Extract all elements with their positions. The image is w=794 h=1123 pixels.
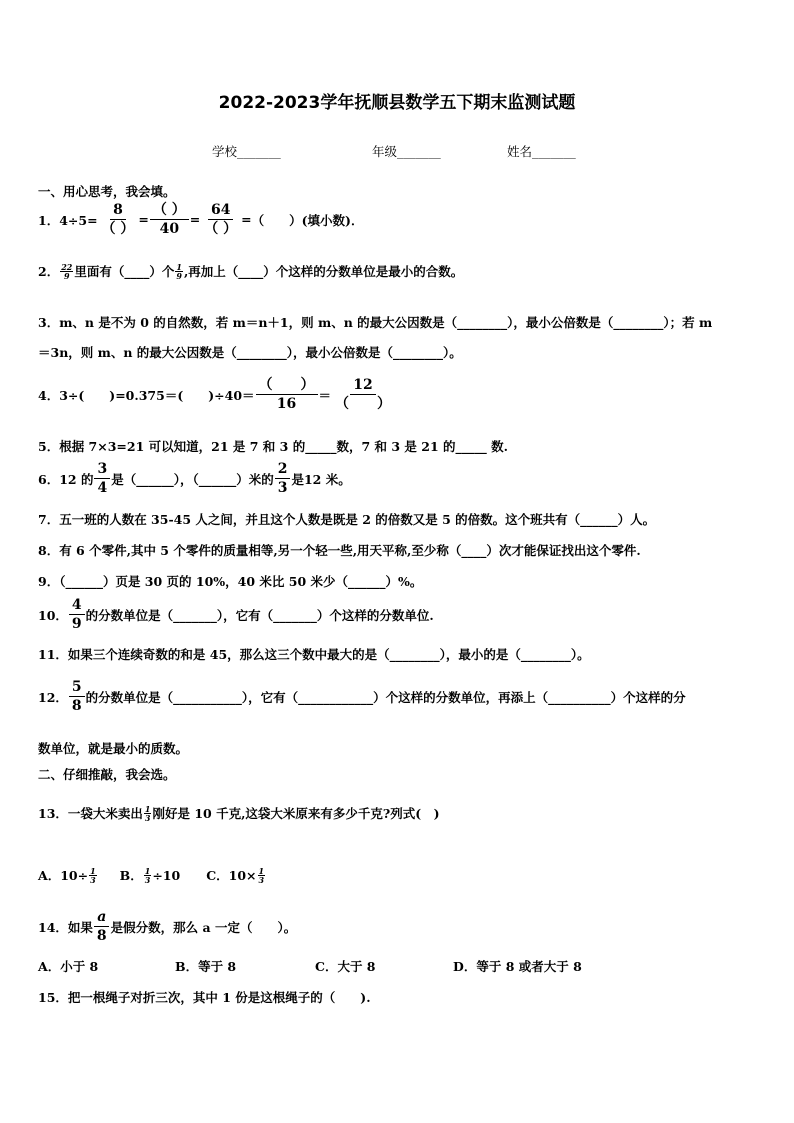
question-15: 15．把一根绳子对折三次，其中 1 份是这根绳子的（ ). [38,990,371,1005]
question-9: 9．（______）页是 30 页的 10%，40 米比 50 米少（______）%。 [38,574,423,589]
question-13-options [38,866,266,884]
q6-fraction-2-3: $\frac{2}{3}$ [275,462,291,495]
question-3-line-1: 3．m、n 是不为 0 的自然数，若 m＝n＋1，则 m、n 的最大公因数是（________），最小公倍数是（________）；若 m [38,315,713,330]
question-12-line-2: 数单位，就是最小的质数。 [38,741,189,756]
q2-fraction-22-9: $\frac{22}{9}$ [61,261,73,281]
question-2: 2． $\frac{22}{9}$ 里面有（____）个 $\frac{1}{9}$ ,再加上（____）个这样的分数单位是最小的合数。 [38,261,464,281]
question-3-line-2: ＝3n，则 m、n 的最大公因数是（________），最小公倍数是（________）。 [38,345,462,360]
q14-fraction-a-8: $\frac{a}{8}$ [94,910,110,943]
question-11: 11．如果三个连续奇数的和是 45，那么这三个数中最大的是（________），最小的是（________）。 [38,647,590,662]
question-14: 14．如果 $\frac{a}{8}$ 是假分数，那么 a 一定（ ）。 [38,909,297,944]
q14-option-a[interactable]: A．小于 8 [38,959,99,974]
q2-fraction-1-9: $\frac{1}{9}$ [176,261,182,281]
question-8: 8．有 6 个零件,其中 5 个零件的质量相等,另一个轻一些,用天平称,至少称（____）次才能保证找出这个零件. [38,543,641,558]
section-fill-heading: 一、用心思考，我会填。 [38,184,176,199]
q1-tail: （ ）(填小数)． [251,212,364,228]
question-1: 1．4÷5= $\frac{8}{( )}$ = $\frac{( )}{40}$ = $\frac{64}{( )}$ = （ ）(填小数)． [38,202,364,237]
q13-fraction-1-3: $\frac{1}{3}$ [144,803,151,823]
question-7: 7．五一班的人数在 35-45 人之间，并且这个人数是既是 2 的倍数又是 5 的倍数。这个班共有（______）人。 [38,512,656,527]
q1-fraction-1: $\frac{8}{( )}$ [101,202,135,237]
q1-fraction-2: $\frac{( )}{40}$ [150,203,189,236]
question-12: 12． $\frac{5}{8}$ 的分数单位是（___________），它有（____________）个这样的分数单位，再添上（__________）个这样的分 [38,679,686,714]
question-10: 10． $\frac{4}{9}$ 的分数单位是（_______），它有（_______）个这样的分数单位. [38,597,434,632]
q1-prefix: 1．4÷5= [38,212,98,228]
section-choice-heading: 二、仔细推敲，我会选。 [38,767,176,782]
q13-option-a[interactable]: A．10÷ $\frac{1}{3}$ [38,865,96,885]
q10-fraction-4-9: $\frac{4}{9}$ [69,598,85,631]
q4-fraction-1: $\frac{( )}{16}$ [256,378,318,411]
question-5: 5．根据 7×3=21 可以知道，21 是 7 和 3 的_____数，7 和 3 是 21 的_____ 数. [38,439,508,454]
q13-option-c[interactable]: C．10× $\frac{1}{3}$ [206,865,265,885]
q13-option-b[interactable]: B． $\frac{1}{3}$ ÷10 [119,865,181,885]
question-13: 13．一袋大米卖出 $\frac{1}{3}$ 刚好是 10 千克,这袋大米原来有多少千克?列式( ) [38,803,440,823]
grade-field: 年级_______ [372,144,441,159]
q12-fraction-5-8: $\frac{5}{8}$ [69,680,85,713]
question-4: 4．3÷( )=0.375＝( )÷40＝ $\frac{( )}{16}$ ＝ $\frac{12}{( )}$ [38,378,395,411]
q4-fraction-2: $\frac{12}{( )}$ [335,377,392,412]
school-field: 学校_______ [212,144,281,159]
name-field: 姓名_______ [507,144,576,159]
q6-fraction-3-4: $\frac{3}{4}$ [94,462,110,495]
page-title: 2022-2023学年抚顺县数学五下期末监测试题 [218,93,576,113]
question-6: 6．12 的 $\frac{3}{4}$ 是（______），（______）米的 $\frac{2}{3}$ 是12 米。 [38,461,351,496]
q1-fraction-3: $\frac{64}{( )}$ [204,202,238,237]
q14-option-c[interactable]: C．大于 8 [315,959,376,974]
q14-option-d[interactable]: D．等于 8 或者大于 8 [453,959,582,974]
q14-option-b[interactable]: B．等于 8 [175,959,237,974]
